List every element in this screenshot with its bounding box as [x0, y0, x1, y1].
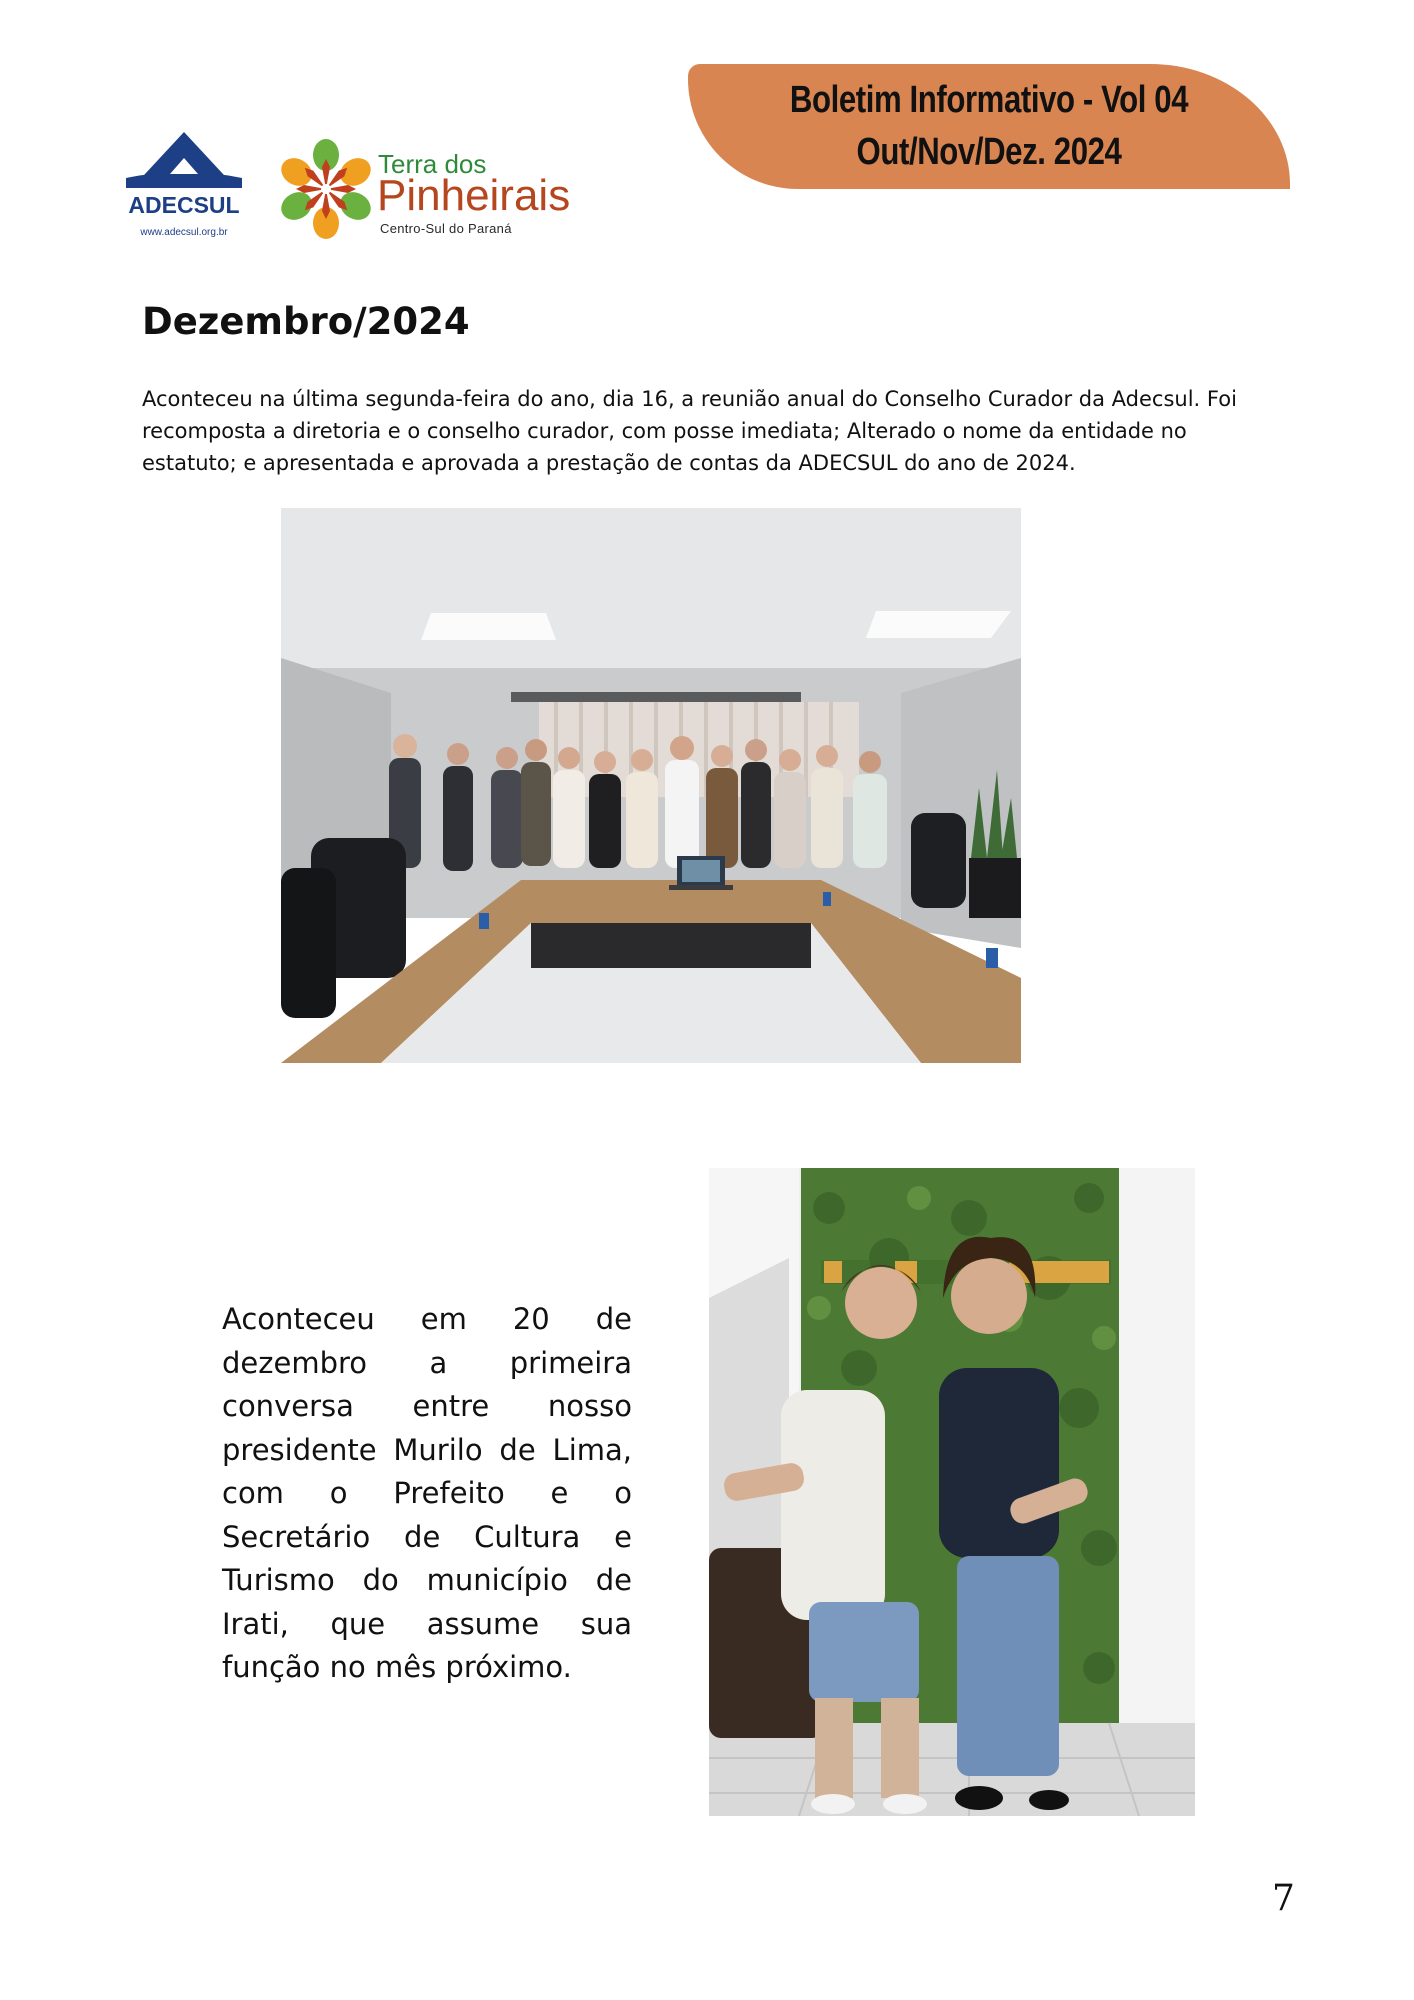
- portrait-photo: [709, 1168, 1195, 1816]
- terra-line-1: Terra dos: [378, 149, 487, 179]
- adecsul-name: ADECSUL: [128, 192, 240, 218]
- terra-dos-pinheirais-logo: [274, 135, 594, 245]
- adecsul-emblem-icon: [124, 130, 244, 192]
- meeting-photo: [281, 508, 1021, 1063]
- terra-line-2: Pinheirais: [377, 171, 571, 220]
- second-paragraph: Aconteceu em 20 de dezembro a primeira conversa entre nosso presidente Murilo de Lima, com o Prefeito e o Secretário de Cultura e Turismo do município de Irati, que assume sua função no mês próximo.: [222, 1302, 632, 1684]
- banner-title: [742, 74, 1236, 178]
- page-number: 7: [1272, 1878, 1295, 1919]
- header-banner: [688, 64, 1290, 189]
- flower-emblem-icon: [274, 137, 378, 241]
- terra-line-3: Centro-Sul do Paraná: [380, 221, 512, 236]
- banner-line-1: Boletim Informativo - Vol 04: [789, 79, 1189, 121]
- adecsul-logo: [124, 130, 244, 245]
- banner-line-2: Out/Nov/Dez. 2024: [856, 131, 1122, 173]
- section-heading: Dezembro/2024: [142, 300, 470, 343]
- adecsul-url: www.adecsul.org.br: [140, 227, 228, 238]
- intro-paragraph: Aconteceu na última segunda-feira do ano, dia 16, a reunião anual do Conselho Curador da Adecsul. Foi recomposta a diretoria e o conselho curador, com posse imediata; Alterado o nome da entidade no estatuto; e apresentada e aprovada a prestação de contas da ADECSUL do ano de 2024.: [142, 387, 1237, 475]
